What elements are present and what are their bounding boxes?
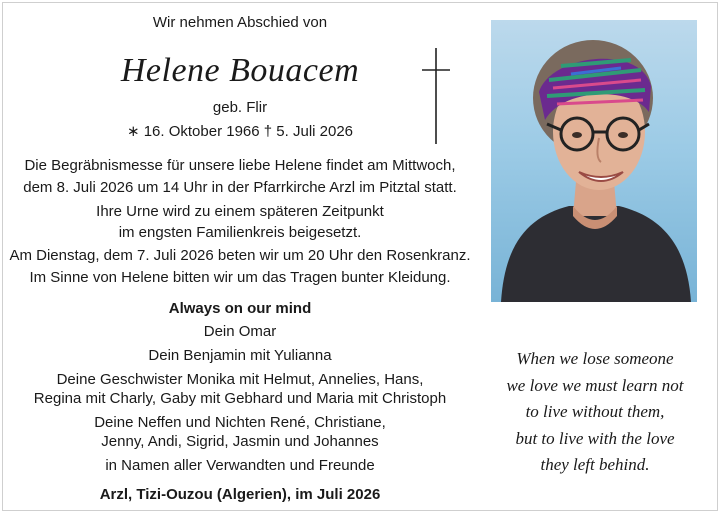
- mourner-line: Jenny, Andi, Sigrid, Jasmin und Johannes: [101, 433, 379, 450]
- quote-line: When we lose someone: [516, 349, 674, 368]
- mourner-line: Dein Omar: [203, 323, 277, 340]
- mourner-line: Regina mit Charly, Gaby mit Gebhard und Maria mit Christoph: [33, 390, 447, 407]
- quote-line: but to live with the love: [515, 428, 675, 448]
- quote-line: to live without them,: [525, 402, 665, 421]
- portrait-illustration: [491, 20, 697, 302]
- intro-text: Wir nehmen Abschied von: [152, 14, 328, 31]
- place-date-footer: Arzl, Tizi-Ouzou (Algerien), im Juli 2026: [99, 486, 381, 503]
- cross-icon: [420, 48, 450, 144]
- mourner-line: in Namen aller Verwandten und Freunde: [105, 457, 375, 474]
- life-dates: ∗ 16. Oktober 1966 † 5. Juli 2026: [126, 123, 354, 140]
- mourner-line: Dein Benjamin mit Yulianna: [148, 347, 332, 364]
- urn-text-2: im engsten Familienkreis beigesetzt.: [118, 224, 362, 241]
- service-text-1: Die Begräbnismesse für unsere liebe Helene findet am Mittwoch,: [24, 157, 456, 174]
- urn-text-1: Ihre Urne wird zu einem späteren Zeitpunkt: [96, 203, 384, 220]
- quote-line: they left behind.: [540, 455, 650, 474]
- rosary-text: Am Dienstag, dem 7. Juli 2026 beten wir um 20 Uhr den Rosenkranz.: [9, 247, 471, 264]
- service-text-2: dem 8. Juli 2026 um 14 Uhr in der Pfarrkirche Arzl im Pitztal statt.: [23, 179, 457, 196]
- mourners-heading: Always on our mind: [168, 300, 312, 317]
- portrait-photo: [491, 20, 697, 302]
- clothing-text: Im Sinne von Helene bitten wir um das Tragen bunter Kleidung.: [29, 269, 451, 286]
- birth-name: geb. Flir: [212, 99, 268, 116]
- deceased-name: Helene Bouacem: [120, 52, 360, 89]
- quote-line: we love we must learn not: [506, 375, 684, 395]
- mourner-line: Deine Geschwister Monika mit Helmut, Annelies, Hans,: [56, 371, 424, 388]
- mourner-line: Deine Neffen und Nichten René, Christiane,: [94, 414, 386, 431]
- quote-block: [492, 346, 698, 479]
